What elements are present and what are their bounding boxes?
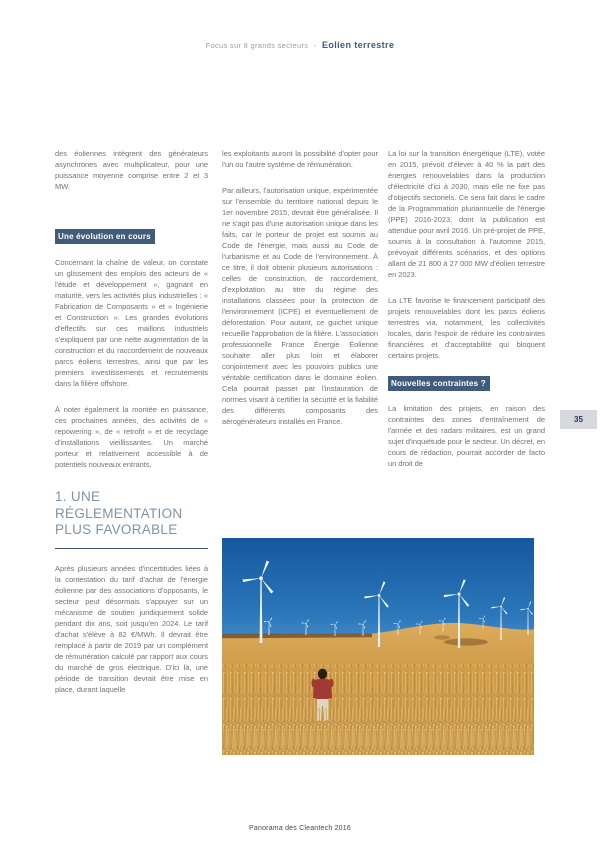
breadcrumb: Focus sur 8 grands secteurs [205, 41, 309, 50]
section-heading [55, 489, 208, 539]
section-heading-line: 1. UNE [55, 489, 101, 504]
body-paragraph: La LTE favorise le financement participatif des projets renouvelables dont les parcs éoliens terrestres via, notamment, les collectivités locales, dans l'espoir de réduire les contraintes financières et d'acceptabilité qui bloquent certains projets. [388, 296, 545, 360]
page-header [0, 40, 600, 50]
heading-rule [55, 548, 208, 549]
breadcrumb-separator: - [313, 41, 317, 50]
page-number-tab: 35 [560, 410, 597, 429]
body-paragraph: les exploitants auront la possibilité d'opter pour l'un ou l'autre système de rémunération. [222, 149, 378, 169]
section-heading-line: PLUS FAVORABLE [55, 522, 178, 537]
photo-illustration [222, 538, 534, 755]
field-shadow [434, 635, 450, 639]
field-shadow [444, 638, 488, 645]
body-paragraph: À noter également la montée en puissance, ces prochaines années, des activités de « repowering », de « retrofit » et de recyclage d'installations vieillissantes. Un marché porteur et relativement accessible à de potentiels nouveaux entrants. [55, 405, 208, 469]
wheat-texture [222, 729, 532, 755]
section-title: Eolien terrestre [321, 40, 395, 50]
body-paragraph: Après plusieurs années d'incertitudes liées à la contestation du tarif d'achat de l'énergie éolienne par des associations d'opposants, le secteur peut désormais s'appuyer sur un mécanisme de soutien juridiquement solide pendant dix ans, soit jusqu'en 2024. Le tarif d'achat s'élève à 82 €/MWh. Il devrait être remplacé à partir de 2019 par un complément de rémunération calculé par rapport aux cours du marché de gros électrique. D'ici là, une période de transition devrait être mise en place, durant laquelle [55, 563, 208, 694]
body-paragraph: Par ailleurs, l'autorisation unique, expérimentée sur l'ensemble du territoire national depuis le 1er novembre 2015, devrait être généralisée. Il ne s'agit pas d'une autorisation unique dans les faits, car le porteur de projet est soumis au Code de l'énergie, mais aussi au Code de l'urbanisme et au Code de l'environnement. À ce titre, il doit obtenir plusieurs autorisations : celles de construction, de raccordement, d'exploitation au titre du régime des installations classées pour la protection de l'environnement (ICPE) et éventuellement de déforestation. Pour autant, ce guichet unique recueille l'approbation de la filière. L'association professionnelle France Énergie Éolienne souhaite aller plus loin et élaborer conjointement avec les pouvoirs publics une véritable certification dans le domaine éolien. Cela pourrait passer par l'instauration de normes visant à certifier la sécurité et la fiabilité des différents composants des aérogénérateurs installés en France. [222, 186, 378, 426]
column-left [55, 148, 208, 710]
body-paragraph: La limitation des projets, en raison des contraintes des zones d'entraînement de l'armée et des radars militaires, est un grand sujet d'inquiétude pour le secteur. Un décret, en cours de rédaction, pourrait accorder de facto un droit de [388, 404, 545, 468]
subsection-badge: Une évolution en cours [55, 229, 155, 244]
body-paragraph: La loi sur la transition énergétique (LTE), votée en 2015, prévoit d'élever à 40 % la part des énergies renouvelables dans la production d'électricité d'ici à 2030, mais elle ne fixe pas d'objectifs sectoriels. Ce sera fait dans le cadre de la Programmation pluriannuelle de l'énergie (PPE) 2016-2023, dont la publication est attendue pour avril 2016. Un pré-projet de PPE, soumis à la consultation à l'automne 2015, prévoyait différents scénarios, et des options allant de 21 800 à 27 000 MW d'éolien terrestre en 2023. [388, 149, 545, 279]
wind-turbines-photo [222, 538, 534, 755]
page-footer: Panorama des Cleantech 2016 [249, 825, 351, 832]
section-heading-line: RÉGLEMENTATION [55, 505, 183, 521]
body-paragraph: des éoliennes intègrent des générateurs asynchrones avec multiplicateur, pour une puissance moyenne comprise entre 2 et 3 MW. [55, 149, 208, 191]
column-right [388, 148, 545, 484]
body-paragraph: Concernant la chaîne de valeur, on constate un glissement des emplois des acteurs de « l'étude et développement », gagnant en maturité, vers les activités plus industrielles : « Fabrication de Composants » et « Ingénierie et Construction ». Les grandes évolutions d'effectifs sur ces maillons industriels s'expliquent par une nette augmentation de la construction et du raccordement de nouveaux parcs éoliens terrestres, ainsi que par les premiers investissements et recrutements dans la filière offshore. [55, 258, 208, 388]
subsection-badge: Nouvelles contraintes ? [388, 376, 490, 391]
column-middle [222, 148, 378, 442]
